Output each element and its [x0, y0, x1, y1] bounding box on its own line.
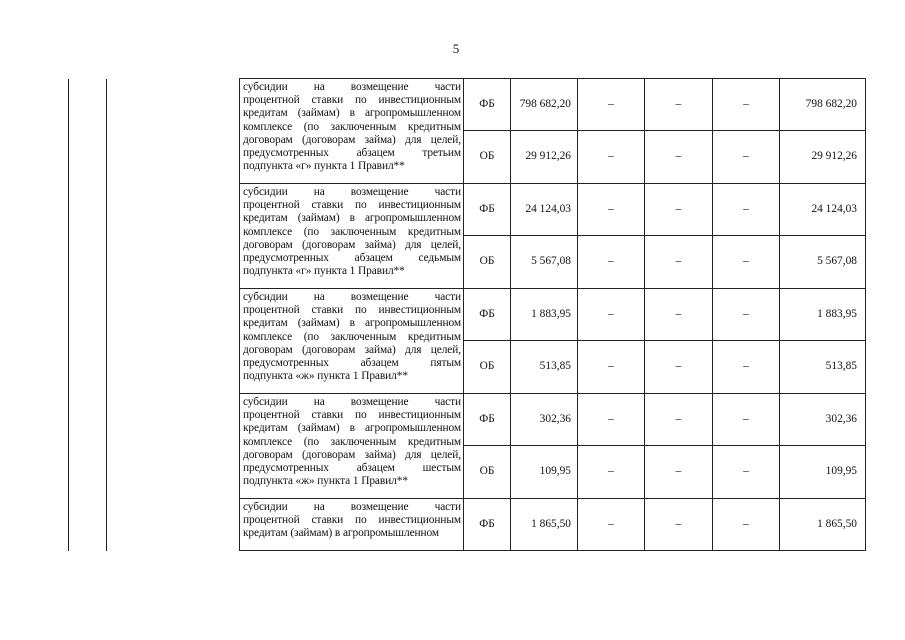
description-line: договорам (договорам займа) для целей, [243, 343, 461, 356]
value-cell: – [645, 184, 713, 236]
description-line: кредитам (займам) в агропромышленном [243, 422, 461, 435]
value-cell: – [578, 446, 645, 499]
value-cell: – [645, 79, 713, 131]
description-line: субсидии на возмещение части [243, 186, 461, 198]
total-cell: 1 865,50 [780, 499, 866, 551]
value-cell: – [578, 341, 645, 394]
description-line: процентной ставки по инвестиционным [243, 199, 461, 212]
description-line: кредитам (займам) в агропромышленном [243, 107, 461, 120]
description-line: процентной ставки по инвестиционным [243, 94, 461, 107]
budget-table-body [69, 79, 866, 551]
description-line: предусмотренных абзацем седьмым [243, 252, 461, 265]
amount-cell: 798 682,20 [511, 79, 578, 131]
total-cell: 109,95 [780, 446, 866, 499]
source-cell: ОБ [464, 236, 511, 289]
description-line: процентной ставки по инвестиционным [243, 514, 461, 527]
description-line: подпункта «ж» пункта 1 Правил** [243, 475, 408, 488]
description-line: договорам (договорам займа) для целей, [243, 133, 461, 146]
value-cell: – [713, 184, 780, 236]
description-line: комплексе (по заключенным кредитным [243, 330, 461, 343]
description-line: комплексе (по заключенным кредитным [243, 120, 461, 133]
value-cell: – [713, 499, 780, 551]
source-cell: ФБ [464, 394, 511, 446]
description-line: подпункта «г» пункта 1 Правил** [243, 160, 405, 173]
description-line: субсидии на возмещение части [243, 396, 461, 408]
value-cell: – [645, 131, 713, 184]
description-line: кредитам (займам) в агропромышленном [243, 527, 439, 540]
value-cell: – [713, 446, 780, 499]
number-column-cell [69, 79, 107, 551]
description-cell [240, 79, 464, 184]
source-cell: ОБ [464, 341, 511, 394]
value-cell: – [578, 236, 645, 289]
value-cell: – [645, 394, 713, 446]
value-cell: – [578, 394, 645, 446]
amount-cell: 302,36 [511, 394, 578, 446]
description-line: субсидии на возмещение части [243, 291, 461, 303]
source-cell: ФБ [464, 184, 511, 236]
value-cell: – [713, 289, 780, 341]
description-line: предусмотренных абзацем шестым [243, 462, 461, 475]
description-line: договорам (договорам займа) для целей, [243, 448, 461, 461]
value-cell: – [578, 289, 645, 341]
value-cell: – [645, 446, 713, 499]
name-column-cell [107, 79, 240, 551]
description-line: субсидии на возмещение части [243, 81, 461, 93]
value-cell: – [713, 236, 780, 289]
description-line: предусмотренных абзацем пятым [243, 357, 461, 370]
table-row [69, 79, 866, 131]
source-cell: ФБ [464, 79, 511, 131]
description-cell [240, 289, 464, 394]
value-cell: – [713, 341, 780, 394]
description-line: подпункта «ж» пункта 1 Правил** [243, 370, 408, 383]
value-cell: – [578, 499, 645, 551]
source-cell: ФБ [464, 289, 511, 341]
page-number: 5 [452, 41, 460, 56]
source-cell: ОБ [464, 131, 511, 184]
total-cell: 24 124,03 [780, 184, 866, 236]
description-line: процентной ставки по инвестиционным [243, 304, 461, 317]
value-cell: – [578, 79, 645, 131]
value-cell: – [645, 289, 713, 341]
description-cell [240, 184, 464, 289]
total-cell: 1 883,95 [780, 289, 866, 341]
description-line: кредитам (займам) в агропромышленном [243, 212, 461, 225]
description-line: подпункта «г» пункта 1 Правил** [243, 265, 405, 278]
amount-cell: 24 124,03 [511, 184, 578, 236]
value-cell: – [713, 79, 780, 131]
amount-cell: 1 883,95 [511, 289, 578, 341]
description-line: комплексе (по заключенным кредитным [243, 435, 461, 448]
amount-cell: 1 865,50 [511, 499, 578, 551]
total-cell: 29 912,26 [780, 131, 866, 184]
value-cell: – [645, 499, 713, 551]
budget-table [68, 78, 866, 551]
value-cell: – [713, 394, 780, 446]
description-line: субсидии на возмещение части [243, 501, 461, 513]
amount-cell: 513,85 [511, 341, 578, 394]
source-cell: ФБ [464, 499, 511, 551]
description-cell [240, 394, 464, 499]
description-line: предусмотренных абзацем третьим [243, 147, 461, 160]
total-cell: 798 682,20 [780, 79, 866, 131]
value-cell: – [578, 184, 645, 236]
value-cell: – [645, 236, 713, 289]
total-cell: 5 567,08 [780, 236, 866, 289]
total-cell: 513,85 [780, 341, 866, 394]
amount-cell: 109,95 [511, 446, 578, 499]
description-line: процентной ставки по инвестиционным [243, 409, 461, 422]
amount-cell: 29 912,26 [511, 131, 578, 184]
value-cell: – [578, 131, 645, 184]
description-cell [240, 499, 464, 551]
amount-cell: 5 567,08 [511, 236, 578, 289]
source-cell: ОБ [464, 446, 511, 499]
description-line: комплексе (по заключенным кредитным [243, 225, 461, 238]
description-line: договорам (договорам займа) для целей, [243, 238, 461, 251]
total-cell: 302,36 [780, 394, 866, 446]
description-line: кредитам (займам) в агропромышленном [243, 317, 461, 330]
value-cell: – [645, 341, 713, 394]
value-cell: – [713, 131, 780, 184]
